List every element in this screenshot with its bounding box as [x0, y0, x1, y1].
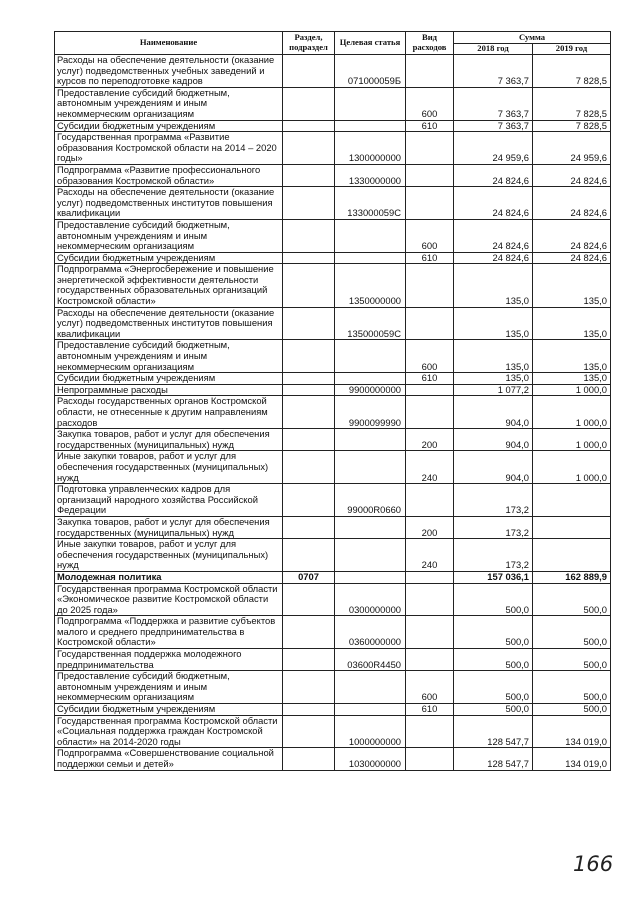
row-sum-2018: 135,0 [454, 307, 533, 340]
table-row [55, 219, 611, 252]
row-target-code: 071000059Б [335, 55, 406, 88]
row-name: Предоставление субсидий бюджетным, автономным учреждениям и иным некоммерческим организациям [55, 340, 283, 373]
table-row [55, 340, 611, 373]
row-expense-type: 600 [406, 219, 454, 252]
row-section [283, 307, 335, 340]
budget-table-page [54, 31, 610, 771]
row-name: Иные закупки товаров, работ и услуг для обеспечения государственных (муниципальных) нужд [55, 539, 283, 572]
row-section [283, 120, 335, 132]
row-sum-2019: 1 000,0 [533, 451, 611, 484]
table-row [55, 164, 611, 186]
row-sum-2018: 7 363,7 [454, 120, 533, 132]
row-section [283, 87, 335, 120]
row-section: 0707 [283, 571, 335, 583]
table-row [55, 715, 611, 748]
row-sum-2018: 157 036,1 [454, 571, 533, 583]
row-expense-type [406, 384, 454, 396]
row-sum-2019: 500,0 [533, 704, 611, 716]
row-sum-2019: 1 000,0 [533, 384, 611, 396]
row-section [283, 384, 335, 396]
table-row [55, 55, 611, 88]
row-expense-type: 200 [406, 516, 454, 538]
row-name: Государственная программа «Развитие образования Костромской области на 2014 – 2020 годы» [55, 132, 283, 165]
row-sum-2019: 7 828,5 [533, 87, 611, 120]
row-sum-2019: 134 019,0 [533, 748, 611, 770]
header-2019: 2019 год [533, 44, 611, 55]
table-row [55, 748, 611, 770]
row-sum-2019: 500,0 [533, 616, 611, 649]
table-row [55, 384, 611, 396]
row-name: Подготовка управленческих кадров для организаций народного хозяйства Российской Федерации [55, 484, 283, 517]
row-target-code [335, 704, 406, 716]
row-name: Иные закупки товаров, работ и услуг для обеспечения государственных (муниципальных) нужд [55, 451, 283, 484]
row-expense-type [406, 571, 454, 583]
row-expense-type: 610 [406, 704, 454, 716]
row-sum-2019: 134 019,0 [533, 715, 611, 748]
row-name: Государственная программа Костромской области «Экономическое развитие Костромской области до 2025 года» [55, 583, 283, 616]
row-target-code: 9900099990 [335, 396, 406, 429]
row-name: Государственная поддержка молодежного предпринимательства [55, 649, 283, 671]
row-sum-2018: 500,0 [454, 704, 533, 716]
row-expense-type: 240 [406, 451, 454, 484]
row-sum-2018: 500,0 [454, 649, 533, 671]
row-name: Субсидии бюджетным учреждениям [55, 120, 283, 132]
row-sum-2019: 500,0 [533, 671, 611, 704]
row-expense-type [406, 132, 454, 165]
row-target-code: 1300000000 [335, 132, 406, 165]
table-row [55, 539, 611, 572]
row-target-code: 9900000000 [335, 384, 406, 396]
row-section [283, 252, 335, 264]
row-section [283, 132, 335, 165]
row-name: Субсидии бюджетным учреждениям [55, 252, 283, 264]
row-sum-2018: 24 824,6 [454, 252, 533, 264]
row-section [283, 396, 335, 429]
table-row [55, 429, 611, 451]
row-section [283, 187, 335, 220]
row-section [283, 516, 335, 538]
page-number: 166 [573, 852, 614, 876]
row-sum-2019: 162 889,9 [533, 571, 611, 583]
row-sum-2019: 500,0 [533, 649, 611, 671]
row-expense-type [406, 396, 454, 429]
row-target-code: 1000000000 [335, 715, 406, 748]
row-sum-2018: 24 824,6 [454, 187, 533, 220]
row-sum-2018: 24 959,6 [454, 132, 533, 165]
row-target-code [335, 340, 406, 373]
row-section [283, 649, 335, 671]
row-sum-2019: 135,0 [533, 307, 611, 340]
row-expense-type [406, 55, 454, 88]
row-target-code: 1330000000 [335, 164, 406, 186]
row-section [283, 583, 335, 616]
row-section [283, 429, 335, 451]
row-sum-2019: 24 824,6 [533, 187, 611, 220]
table-row [55, 396, 611, 429]
row-name: Непрограммные расходы [55, 384, 283, 396]
row-sum-2019: 1 000,0 [533, 396, 611, 429]
table-row [55, 120, 611, 132]
table-row [55, 264, 611, 307]
row-sum-2018: 500,0 [454, 616, 533, 649]
row-sum-2019 [533, 516, 611, 538]
table-row [55, 516, 611, 538]
row-section [283, 748, 335, 770]
table-row [55, 583, 611, 616]
row-sum-2019: 24 824,6 [533, 219, 611, 252]
table-body [55, 55, 611, 771]
row-section [283, 55, 335, 88]
row-sum-2019: 24 959,6 [533, 132, 611, 165]
row-target-code: 133000059С [335, 187, 406, 220]
row-target-code: 0300000000 [335, 583, 406, 616]
row-name: Предоставление субсидий бюджетным, автономным учреждениям и иным некоммерческим организациям [55, 671, 283, 704]
row-expense-type [406, 583, 454, 616]
row-target-code [335, 451, 406, 484]
row-expense-type: 600 [406, 87, 454, 120]
row-expense-type [406, 616, 454, 649]
row-name: Закупка товаров, работ и услуг для обеспечения государственных (муниципальных) нужд [55, 429, 283, 451]
row-section [283, 616, 335, 649]
row-target-code: 135000059С [335, 307, 406, 340]
row-sum-2019: 135,0 [533, 373, 611, 385]
table-row [55, 373, 611, 385]
row-target-code [335, 539, 406, 572]
row-section [283, 373, 335, 385]
row-sum-2018: 7 363,7 [454, 87, 533, 120]
row-sum-2018: 24 824,6 [454, 219, 533, 252]
row-expense-type: 240 [406, 539, 454, 572]
table-row [55, 484, 611, 517]
row-section [283, 704, 335, 716]
row-target-code [335, 120, 406, 132]
row-sum-2019: 135,0 [533, 264, 611, 307]
row-expense-type: 610 [406, 252, 454, 264]
table-row [55, 571, 611, 583]
row-sum-2018: 173,2 [454, 516, 533, 538]
row-target-code [335, 429, 406, 451]
row-sum-2019 [533, 539, 611, 572]
row-expense-type: 200 [406, 429, 454, 451]
row-sum-2019: 24 824,6 [533, 164, 611, 186]
row-name: Расходы на обеспечение деятельности (оказание услуг) подведомственных институтов повышения квалификации [55, 187, 283, 220]
row-sum-2018: 24 824,6 [454, 164, 533, 186]
row-target-code [335, 516, 406, 538]
row-name: Подпрограмма «Совершенствование социальной поддержки семьи и детей» [55, 748, 283, 770]
row-section [283, 671, 335, 704]
budget-table [54, 31, 611, 771]
row-expense-type: 610 [406, 120, 454, 132]
row-section [283, 484, 335, 517]
row-section [283, 539, 335, 572]
table-row [55, 252, 611, 264]
header-2018: 2018 год [454, 44, 533, 55]
row-expense-type: 610 [406, 373, 454, 385]
row-sum-2019: 1 000,0 [533, 429, 611, 451]
row-name: Молодежная политика [55, 571, 283, 583]
row-sum-2019: 500,0 [533, 583, 611, 616]
table-row [55, 649, 611, 671]
row-section [283, 164, 335, 186]
row-sum-2018: 500,0 [454, 583, 533, 616]
row-sum-2018: 500,0 [454, 671, 533, 704]
row-sum-2018: 173,2 [454, 484, 533, 517]
row-sum-2018: 1 077,2 [454, 384, 533, 396]
row-name: Расходы на обеспечение деятельности (оказание услуг) подведомственных институтов повышения квалификации [55, 307, 283, 340]
table-row [55, 671, 611, 704]
row-expense-type: 600 [406, 671, 454, 704]
row-name: Субсидии бюджетным учреждениям [55, 373, 283, 385]
row-target-code: 99000R0660 [335, 484, 406, 517]
header-name: Наименование [55, 32, 283, 55]
row-sum-2019: 7 828,5 [533, 55, 611, 88]
row-section [283, 340, 335, 373]
row-sum-2019: 24 824,6 [533, 252, 611, 264]
row-name: Закупка товаров, работ и услуг для обеспечения государственных (муниципальных) нужд [55, 516, 283, 538]
row-sum-2018: 135,0 [454, 373, 533, 385]
table-row [55, 187, 611, 220]
row-expense-type [406, 748, 454, 770]
row-target-code [335, 671, 406, 704]
row-target-code [335, 373, 406, 385]
row-sum-2018: 904,0 [454, 451, 533, 484]
row-target-code: 03600R4450 [335, 649, 406, 671]
row-sum-2018: 173,2 [454, 539, 533, 572]
row-name: Предоставление субсидий бюджетным, автономным учреждениям и иным некоммерческим организациям [55, 87, 283, 120]
row-expense-type [406, 649, 454, 671]
table-row [55, 704, 611, 716]
header-target: Целевая статья [335, 32, 406, 55]
row-target-code [335, 252, 406, 264]
row-target-code: 1030000000 [335, 748, 406, 770]
row-name: Подпрограмма «Развитие профессионального образования Костромской области» [55, 164, 283, 186]
table-row [55, 616, 611, 649]
row-sum-2018: 904,0 [454, 396, 533, 429]
row-name: Подпрограмма «Поддержка и развитие субъектов малого и среднего предпринимательства в Костромской области» [55, 616, 283, 649]
table-row [55, 132, 611, 165]
row-sum-2018: 904,0 [454, 429, 533, 451]
row-expense-type [406, 715, 454, 748]
row-sum-2018: 128 547,7 [454, 715, 533, 748]
row-section [283, 264, 335, 307]
row-expense-type [406, 307, 454, 340]
row-expense-type: 600 [406, 340, 454, 373]
row-section [283, 451, 335, 484]
table-row [55, 307, 611, 340]
table-row [55, 451, 611, 484]
row-expense-type [406, 484, 454, 517]
row-expense-type [406, 164, 454, 186]
row-target-code [335, 87, 406, 120]
row-sum-2019 [533, 484, 611, 517]
row-sum-2019: 135,0 [533, 340, 611, 373]
row-target-code [335, 571, 406, 583]
row-name: Государственная программа Костромской области «Социальная поддержка граждан Костромской области» на 2014-2020 годы [55, 715, 283, 748]
row-target-code [335, 219, 406, 252]
row-sum-2019: 7 828,5 [533, 120, 611, 132]
row-target-code: 0360000000 [335, 616, 406, 649]
row-expense-type [406, 264, 454, 307]
table-header [55, 32, 611, 55]
row-sum-2018: 7 363,7 [454, 55, 533, 88]
row-name: Подпрограмма «Энергосбережение и повышение энергетической эффективности деятельности государственных образовательных организаций Костромской области» [55, 264, 283, 307]
header-type: Вид расходов [406, 32, 454, 55]
row-target-code: 1350000000 [335, 264, 406, 307]
row-name: Субсидии бюджетным учреждениям [55, 704, 283, 716]
row-sum-2018: 135,0 [454, 264, 533, 307]
table-row [55, 87, 611, 120]
row-sum-2018: 128 547,7 [454, 748, 533, 770]
row-section [283, 219, 335, 252]
row-name: Расходы на обеспечение деятельности (оказание услуг) подведомственных учебных заведений и курсов по переподготовке кадров [55, 55, 283, 88]
header-section: Раздел, подраздел [283, 32, 335, 55]
row-name: Предоставление субсидий бюджетным, автономным учреждениям и иным некоммерческим организациям [55, 219, 283, 252]
row-expense-type [406, 187, 454, 220]
row-section [283, 715, 335, 748]
row-sum-2018: 135,0 [454, 340, 533, 373]
row-name: Расходы государственных органов Костромской области, не отнесенные к другим направлениям расходов [55, 396, 283, 429]
header-sum: Сумма [454, 32, 611, 44]
